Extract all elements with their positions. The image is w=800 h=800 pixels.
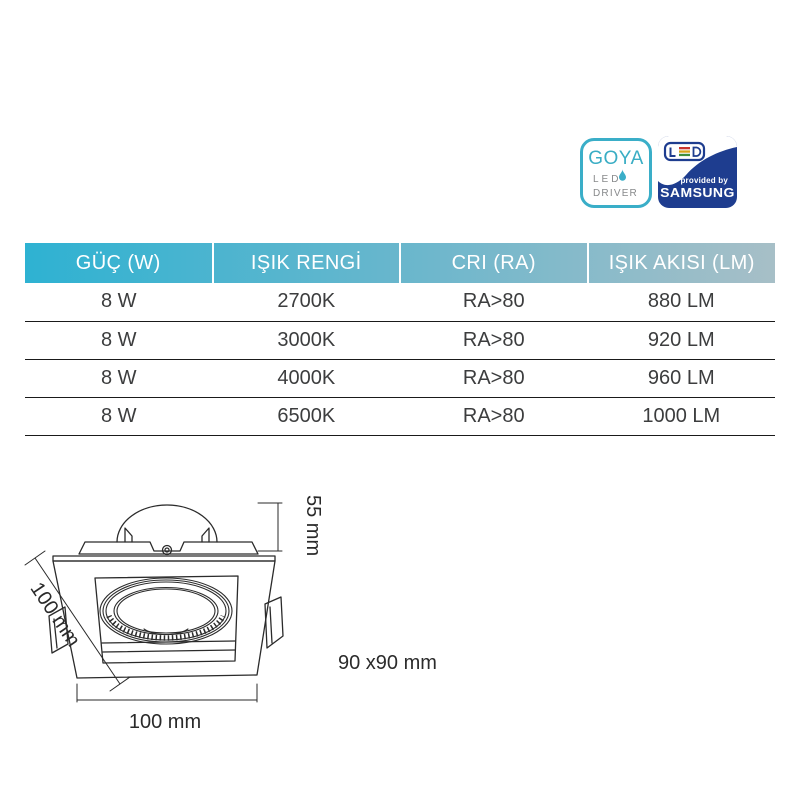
dim-height-label: 55 mm <box>302 495 324 557</box>
samsung-brand-text: SAMSUNG <box>660 186 735 200</box>
spring-clip-right-fold <box>270 607 272 643</box>
lens-ring <box>117 589 215 633</box>
table-row <box>25 283 775 321</box>
dim-side-line <box>25 551 130 691</box>
goya-brand-text: GOYA <box>588 148 644 169</box>
spec-cell: 8 W <box>25 321 213 359</box>
spec-header-cell: IŞIK RENGİ <box>213 243 401 283</box>
table-row <box>25 359 775 397</box>
spec-cell: 2700K <box>213 283 401 321</box>
dim-side-label: 100 mm <box>25 578 85 651</box>
dim-width-label: 100 mm <box>128 711 202 733</box>
spec-cell: 920 LM <box>588 321 776 359</box>
spec-cell: 3000K <box>213 321 401 359</box>
inner-band-line <box>103 650 235 652</box>
lens-ring <box>114 588 218 635</box>
samsung-provided-by-text: provided by <box>680 176 728 185</box>
goya-sub-driver: DRIVER <box>593 188 638 199</box>
spec-cell: 8 W <box>25 283 213 321</box>
spec-table-header <box>25 243 775 283</box>
spec-cell: 8 W <box>25 359 213 397</box>
samsung-led-logo <box>658 136 737 208</box>
cutout-dimension-label: 90 x90 mm <box>338 652 437 674</box>
spec-table-body <box>25 283 775 435</box>
goya-led-driver-logo <box>580 138 652 208</box>
dome-tab-left <box>125 528 132 542</box>
samsung-led-icon <box>663 141 707 164</box>
spec-cell: 4000K <box>213 359 401 397</box>
spec-header-cell: CRI (RA) <box>400 243 588 283</box>
goya-sub-led: LED <box>593 174 622 185</box>
spec-cell: 8 W <box>25 397 213 435</box>
spec-cell: RA>80 <box>400 359 588 397</box>
dim-width-bracket <box>77 684 257 702</box>
spec-cell: RA>80 <box>400 321 588 359</box>
table-row <box>25 397 775 435</box>
spec-cell: RA>80 <box>400 397 588 435</box>
screw-icon <box>165 548 169 552</box>
spec-cell: 1000 LM <box>588 397 776 435</box>
spec-header-cell: GÜÇ (W) <box>75 251 161 274</box>
spec-cell: 960 LM <box>588 359 776 397</box>
spec-header-cell: IŞIK AKISI (LM) <box>588 243 776 283</box>
dim-height-bracket <box>258 503 282 551</box>
technical-drawing <box>20 480 330 750</box>
screw-icon <box>163 546 172 555</box>
spec-cell: RA>80 <box>400 283 588 321</box>
bezel-top-plate <box>53 556 275 561</box>
table-row <box>25 321 775 359</box>
spec-cell: 880 LM <box>588 283 776 321</box>
dome-tab-right <box>202 528 209 542</box>
spec-table <box>25 243 775 436</box>
spec-cell: 6500K <box>213 397 401 435</box>
